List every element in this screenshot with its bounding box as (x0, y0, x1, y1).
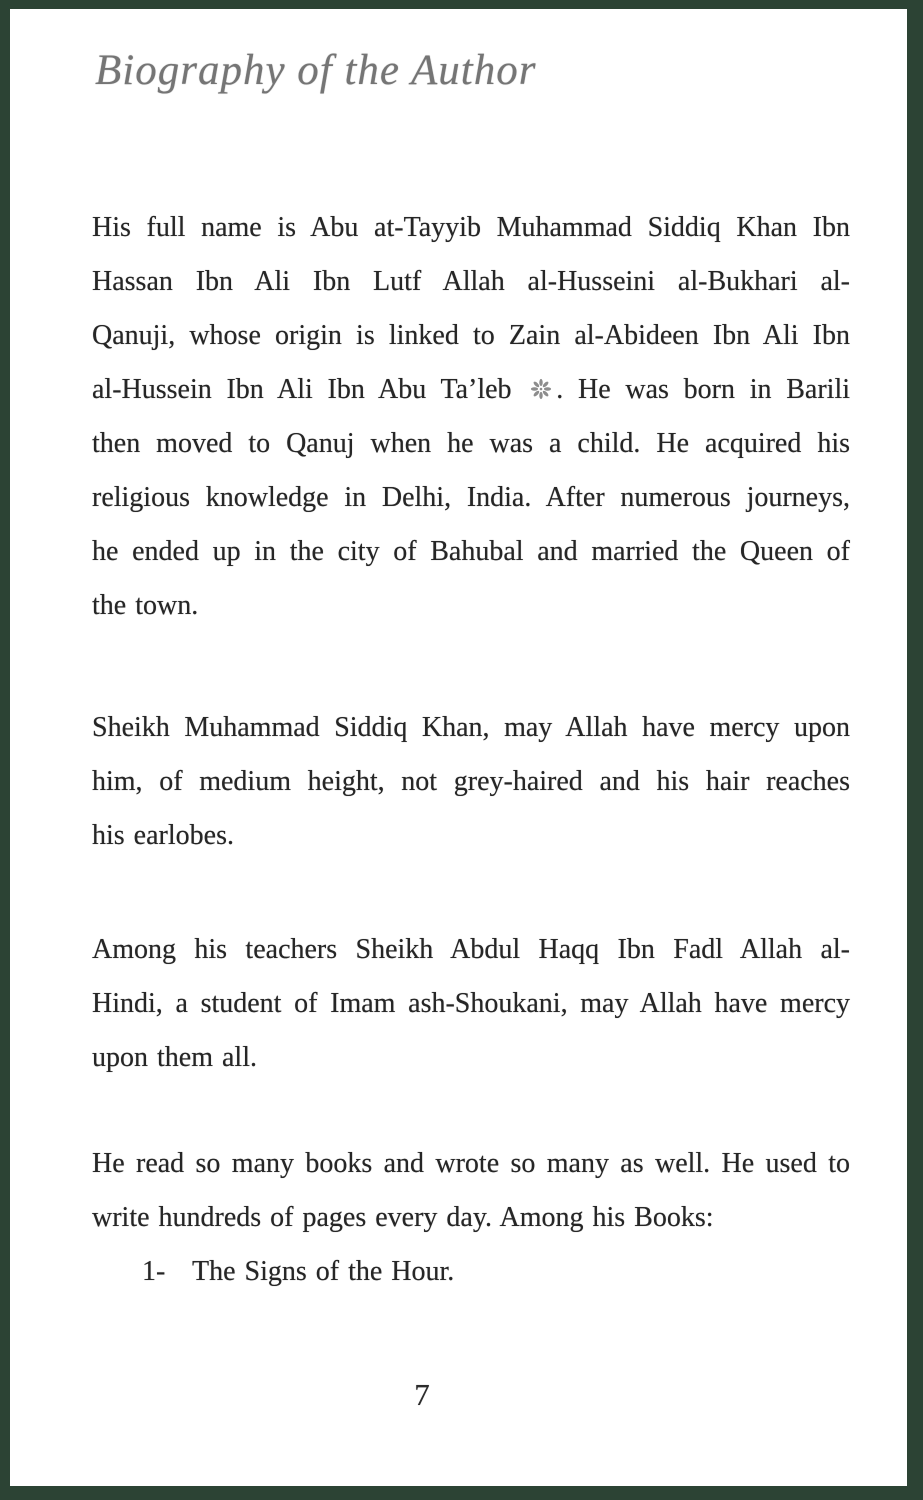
book-list-item-number: 1- (142, 1256, 166, 1287)
text-line: He read so many books and wrote so many as well. He used to (92, 1148, 850, 1179)
paragraph-full-name (92, 201, 850, 633)
text-segment: . He was born in Barili (556, 374, 851, 405)
book-list-item (142, 1245, 850, 1299)
text-line: then moved to Qanuj when he was a child. He acquired his (92, 428, 850, 459)
body-text-column (92, 201, 850, 1299)
page-number: 7 (414, 1377, 430, 1412)
text-line: Sheikh Muhammad Siddiq Khan, may Allah have mercy upon (92, 712, 850, 743)
text-line: he ended up in the city of Bahubal and married the Queen of (92, 536, 850, 567)
text-line: Qanuji, whose origin is linked to Zain al-Abideen Ibn Ali Ibn (92, 320, 850, 351)
text-line: upon them all. (92, 1042, 257, 1073)
paragraph-books (92, 1137, 850, 1245)
text-line: His full name is Abu at-Tayyib Muhammad Siddiq Khan Ibn (92, 212, 850, 243)
text-segment: al-Hussein Ibn Ali Ibn Abu Ta’leb (92, 374, 512, 405)
text-line: Among his teachers Sheikh Abdul Haqq Ibn Fadl Allah al- (92, 934, 850, 965)
text-line: his earlobes. (92, 820, 234, 851)
text-line: the town. (92, 590, 199, 621)
page-title: Biography of the Author (95, 47, 537, 94)
paragraph-description (92, 701, 850, 863)
text-line: religious knowledge in Delhi, India. After numerous journeys, (92, 482, 850, 513)
text-line: write hundreds of pages every day. Among his Books: (92, 1202, 714, 1233)
paper-sheet (10, 9, 907, 1486)
honorific-seal-icon (528, 377, 554, 401)
text-line-with-seal (92, 363, 850, 417)
text-line: him, of medium height, not grey-haired and his hair reaches (92, 766, 850, 797)
paragraph-teachers (92, 923, 850, 1085)
text-line: Hindi, a student of Imam ash-Shoukani, may Allah have mercy (92, 988, 850, 1019)
book-list-item-title: The Signs of the Hour. (192, 1256, 455, 1287)
text-line: Hassan Ibn Ali Ibn Lutf Allah al-Husseini al-Bukhari al- (92, 266, 850, 297)
